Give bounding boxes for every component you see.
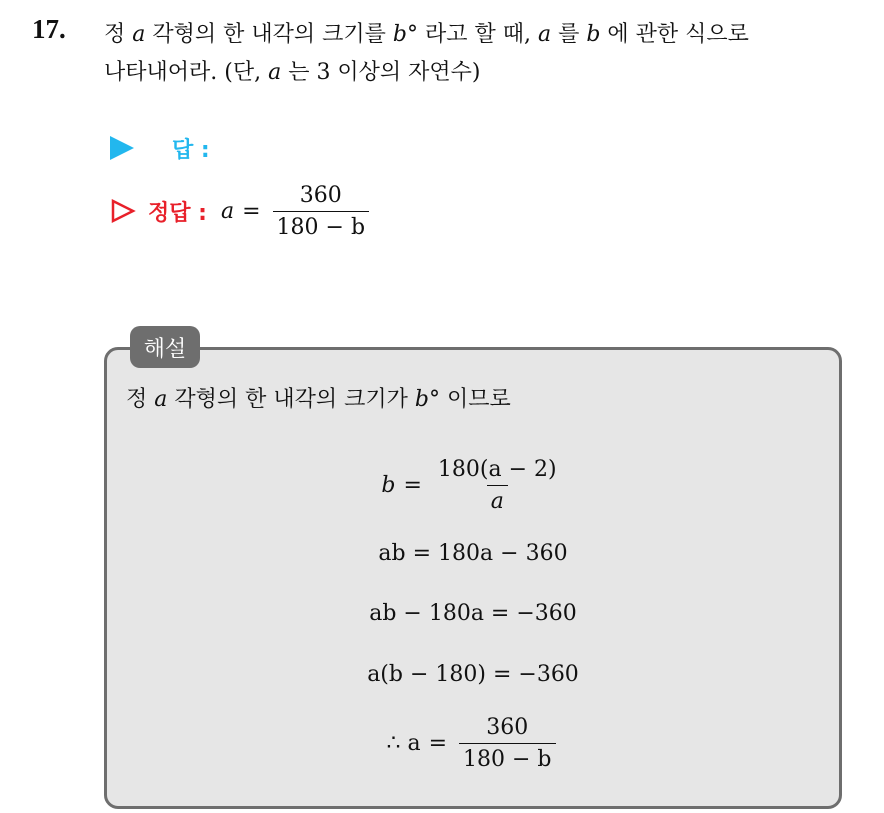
problem-text [104, 16, 749, 92]
solution-step-2: ab = 180a − 360 [378, 540, 568, 566]
play-outline-icon [110, 198, 136, 224]
problem-line-2: 나타내어라. (단, a 는 3 이상의 자연수) [104, 60, 481, 85]
answer-blank-row [110, 130, 210, 166]
solution-intro: 정 a 각형의 한 내각의 크기가 b° 이므로 [126, 387, 511, 412]
step1-fraction: $\frac{180(a - 2)}{a}$ [437, 456, 557, 514]
answer-label: 답 : [172, 137, 210, 163]
problem-number: 17. [32, 14, 66, 44]
problem-line-1: 정 a 각형의 한 내각의 크기를 b° 라고 할 때, a 를 b 에 관한 식으로 [104, 22, 749, 47]
correct-answer-formula: a = $\frac{360}{180 - b}$ [221, 183, 373, 240]
solution-step-5: ∴ a = $\frac{360}{180 - b}$ [104, 708, 842, 778]
solution-step-4: a(b − 180) = −360 [367, 661, 579, 687]
solution-step-3: ab − 180a = −360 [369, 600, 577, 626]
step5-fraction: $\frac{360}{180 - b}$ [459, 715, 556, 772]
play-icon [110, 136, 134, 160]
correct-answer-label: 정답 : [148, 200, 207, 226]
solution-tag: 해설 [130, 326, 200, 368]
solution-step-1: b = $\frac{180(a - 2)}{a}$ [104, 450, 842, 520]
correct-answer-row [110, 180, 373, 242]
answer-fraction: $\frac{360}{180 - b}$ [273, 183, 370, 240]
